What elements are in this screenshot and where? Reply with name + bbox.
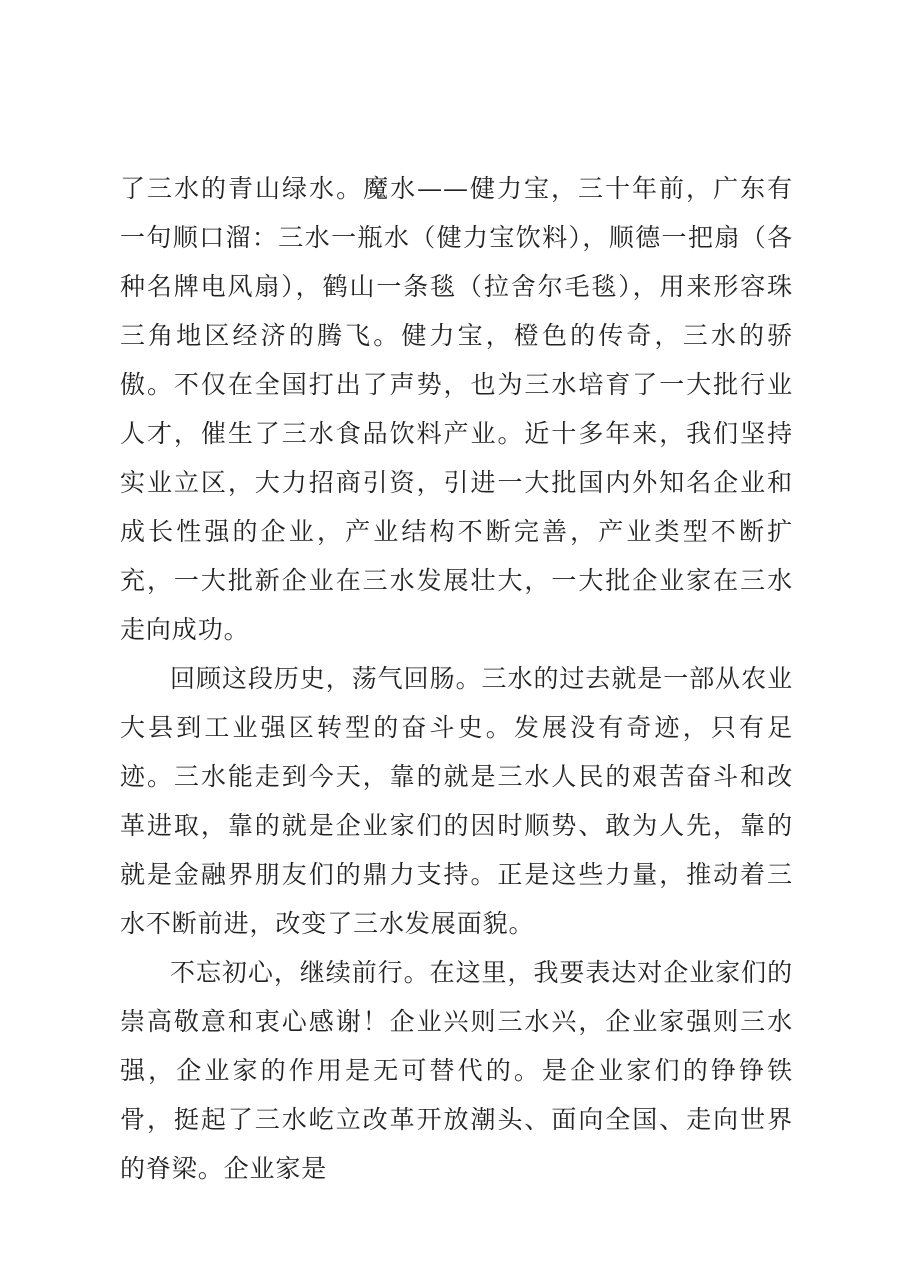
document-body: [120, 164, 793, 1193]
paragraph-2: 回顾这段历史，荡气回肠。三水的过去就是一部从农业大县到工业强区转型的奋斗史。发展没有奇迹，只有足迹。三水能走到今天，靠的就是三水人民的艰苦奋斗和改革进取，靠的就是企业家们的因时顺势、敢为人先，靠的就是金融界朋友们的鼎力支持。正是这些力量，推动着三水不断前进，改变了三水发展面貌。: [120, 664, 793, 938]
paragraph-3: 不忘初心，继续前行。在这里，我要表达对企业家们的崇高敬意和衷心感谢！企业兴则三水兴，企业家强则三水强，企业家的作用是无可替代的。是企业家们的铮铮铁骨，挺起了三水屹立改革开放潮头、面向全国、走向世界的脊梁。企业家是: [120, 958, 793, 1183]
paragraph-1: 了三水的青山绿水。魔水——健力宝，三十年前，广东有一句顺口溜：三水一瓶水（健力宝饮料），顺德一把扇（各种名牌电风扇），鹤山一条毯（拉舍尔毛毯），用来形容珠三角地区经济的腾飞。健力宝，橙色的传奇，三水的骄傲。不仅在全国打出了声势，也为三水培育了一大批行业人才，催生了三水食品饮料产业。近十多年来，我们坚持实业立区，大力招商引资，引进一大批国内外知名企业和成长性强的企业，产业结构不断完善，产业类型不断扩充，一大批新企业在三水发展壮大，一大批企业家在三水走向成功。: [120, 174, 793, 644]
